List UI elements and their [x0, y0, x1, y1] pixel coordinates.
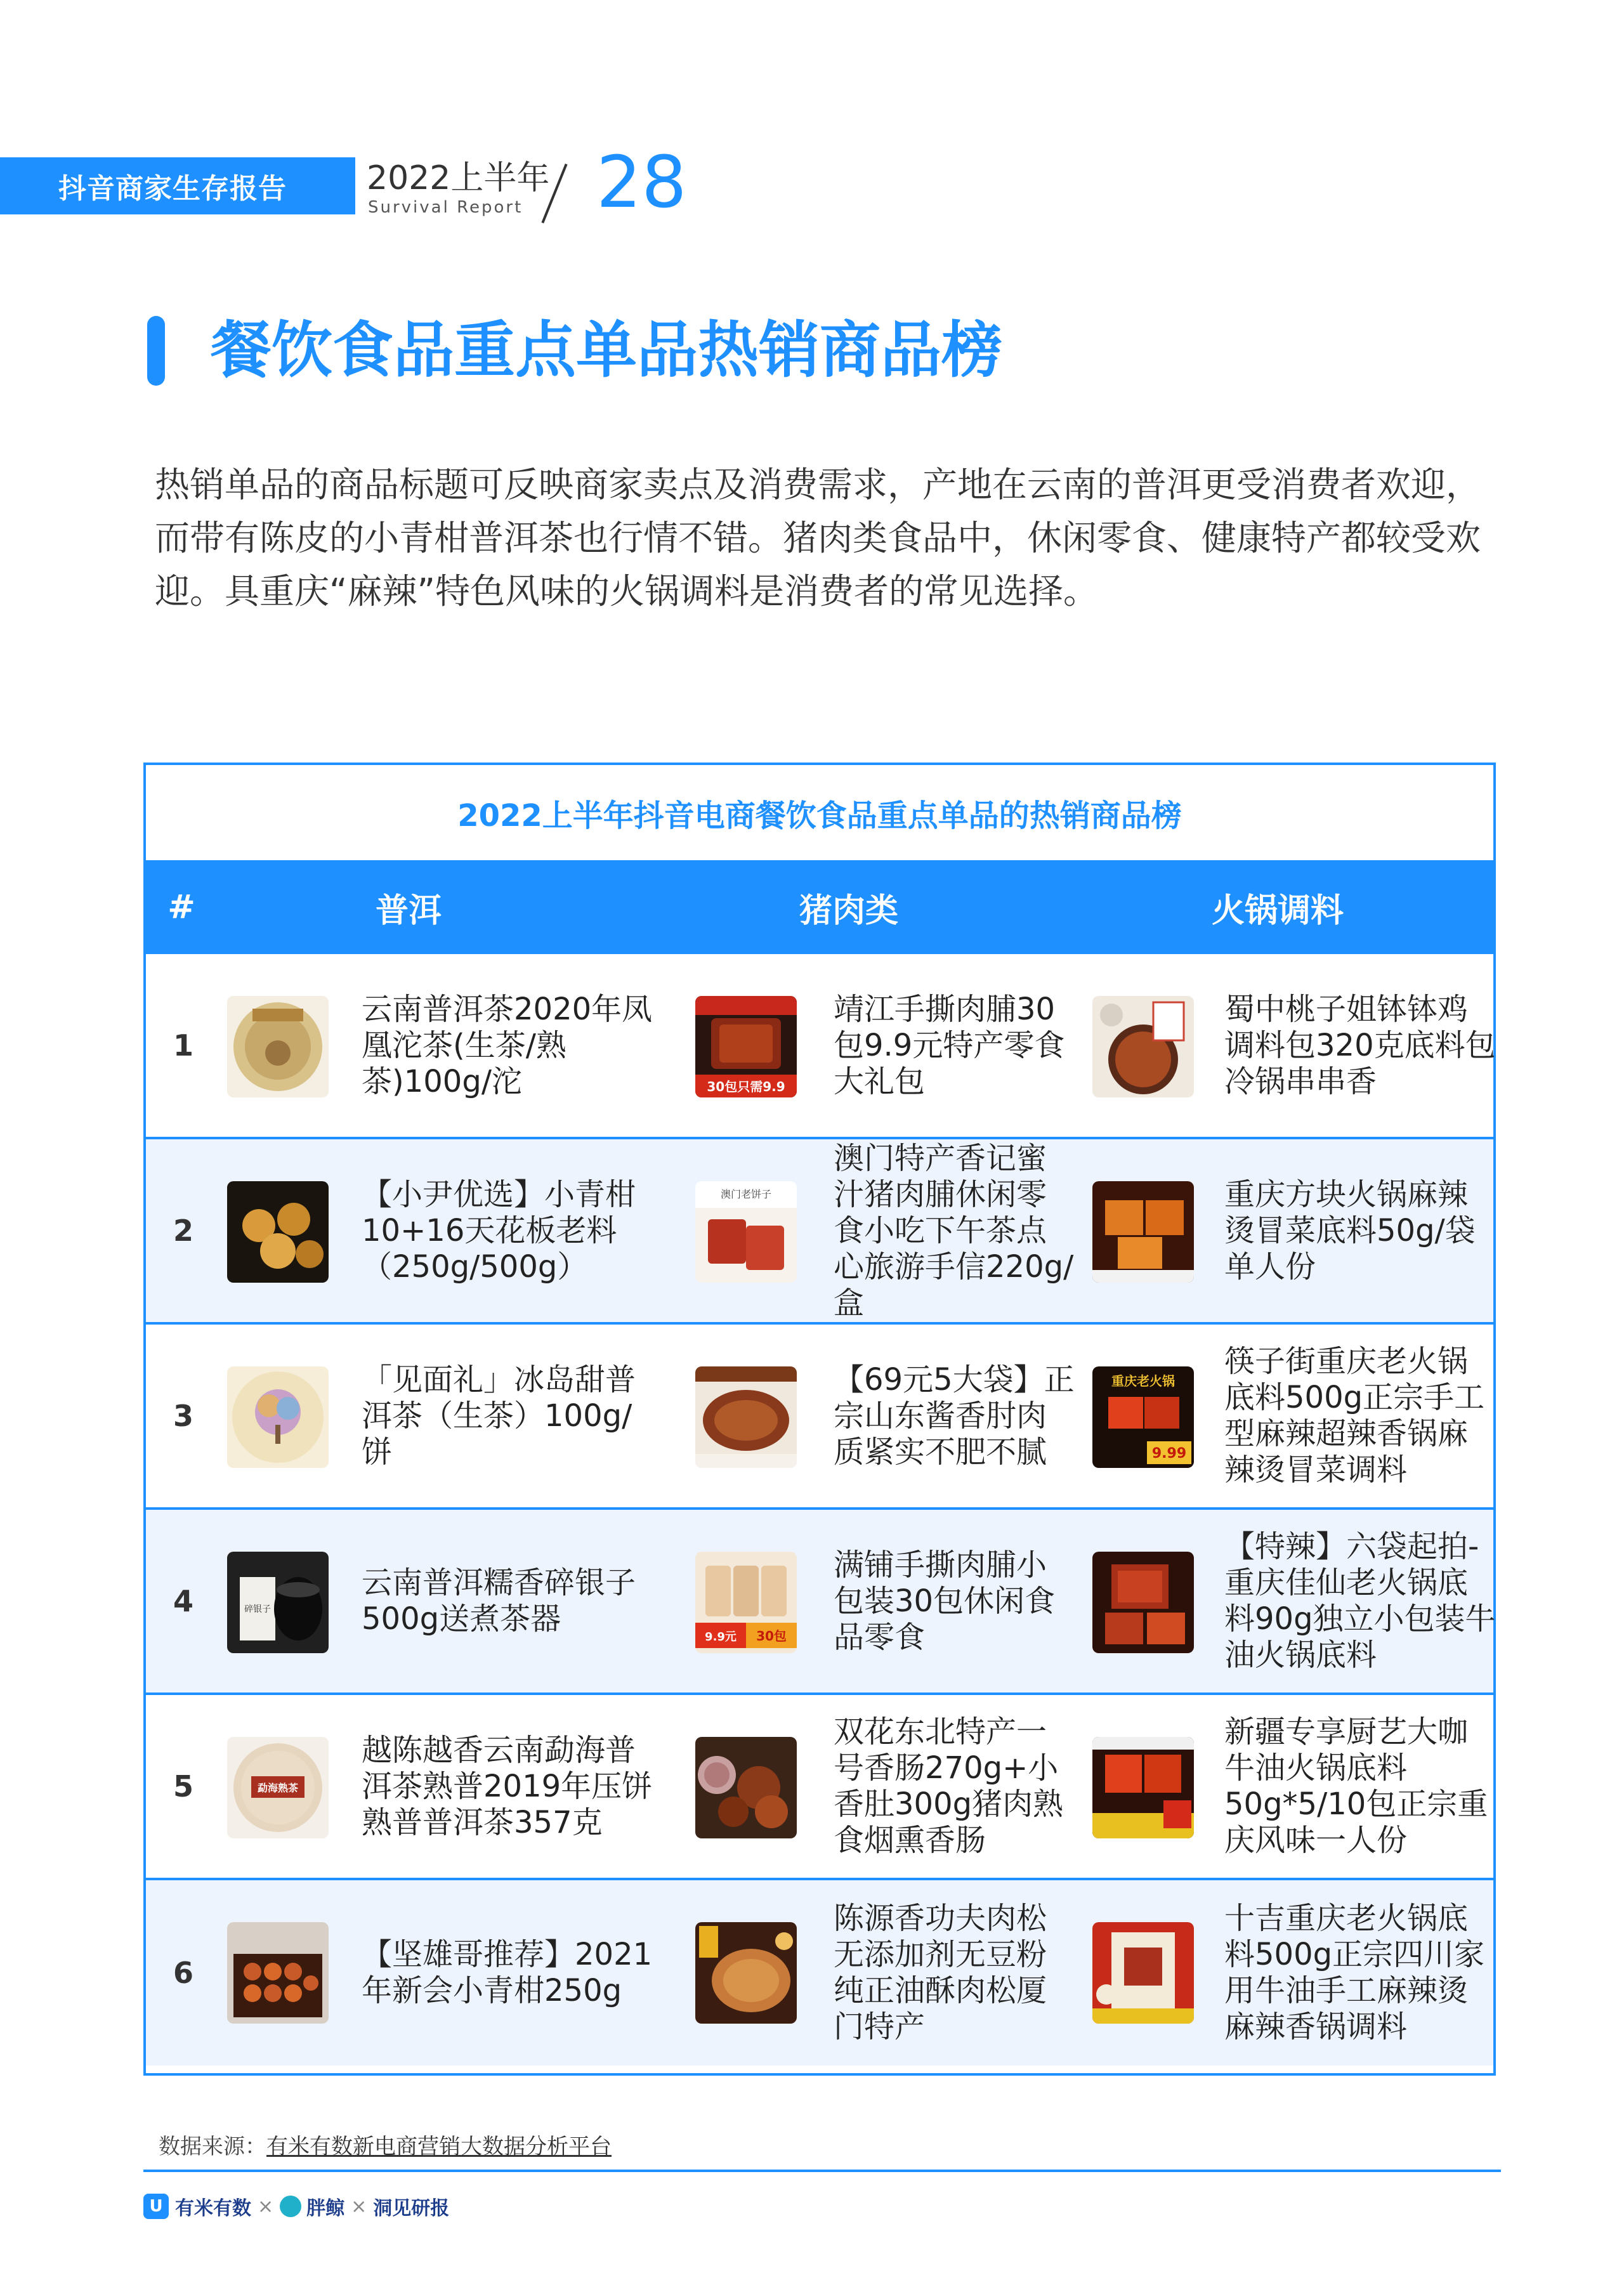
report-subtitle: Survival Report — [368, 198, 523, 217]
rank-number: 3 — [173, 1399, 193, 1433]
product-title: 「见面礼」冰岛甜普洱茶（生茶）100g/饼 — [362, 1361, 636, 1470]
thumb-label: 澳门老饼子 — [720, 1188, 772, 1200]
table-header — [146, 860, 1493, 954]
product-title: 十吉重庆老火锅底料500g正宗四川家用牛油手工麻辣烫麻辣香锅调料 — [1224, 1901, 1485, 2045]
thumb-label: 9.9元 — [705, 1630, 737, 1644]
logo-separator: × — [351, 2195, 367, 2218]
product-image[interactable] — [1092, 1737, 1194, 1838]
product-image[interactable] — [227, 1552, 329, 1653]
logo-separator: × — [258, 2195, 274, 2218]
table-row — [146, 954, 1496, 1139]
header-rank: # — [167, 888, 195, 926]
product-image[interactable] — [1092, 1366, 1194, 1468]
product-image[interactable] — [695, 1737, 797, 1838]
product-image[interactable] — [1092, 1552, 1194, 1653]
header-hotpot: 火锅调料 — [1212, 891, 1344, 930]
logo-pangjing: 胖鲸 — [306, 2197, 345, 2220]
product-title: 新疆专享厨艺大咖牛油火锅底料50g*5/10包正宗重庆风味一人份 — [1224, 1714, 1488, 1858]
header-puer: 普洱 — [376, 891, 442, 930]
product-title: 云南普洱糯香碎银子500g送煮茶器 — [362, 1565, 636, 1637]
product-image[interactable] — [227, 1181, 329, 1283]
product-image[interactable] — [695, 1552, 797, 1653]
table-row — [146, 1695, 1493, 1880]
product-image[interactable] — [1092, 1922, 1194, 2024]
report-tag: 抖音商家生存报告 — [0, 157, 355, 214]
page-title: 餐饮食品重点单品热销商品榜 — [211, 315, 1002, 386]
product-title: 陈源香功夫肉松无添加剂无豆粉纯正油酥肉松厦门特产 — [834, 1901, 1047, 2045]
table-row — [146, 1880, 1493, 2066]
product-title: 蜀中桃子姐钵钵鸡调料包320克底料包冷锅串串香 — [1224, 991, 1496, 1099]
table-row — [146, 1139, 1493, 1325]
product-title: 靖江手撕肉脯30包9.9元特产零食大礼包 — [834, 991, 1065, 1099]
product-image[interactable] — [227, 1737, 329, 1838]
product-image[interactable] — [695, 996, 797, 1097]
rank-number: 1 — [173, 1028, 193, 1063]
data-source — [159, 2129, 612, 2160]
footer-logos — [143, 2189, 449, 2224]
ranking-table — [143, 763, 1496, 2076]
product-image[interactable] — [227, 996, 329, 1097]
pangjing-logo-icon — [280, 2196, 301, 2217]
product-image[interactable] — [1092, 996, 1194, 1097]
product-title: 满铺手撕肉脯小包装30包休闲食品零食 — [834, 1547, 1056, 1655]
product-title: 云南普洱茶2020年凤凰沱茶(生茶/熟茶)100g/沱 — [362, 991, 653, 1099]
product-image[interactable] — [695, 1922, 797, 2024]
report-year: 2022上半年 — [367, 159, 550, 197]
intro-paragraph: 热销单品的商品标题可反映商家卖点及消费需求，产地在云南的普洱更受消费者欢迎，而带有陈皮的小青柑普洱茶也行情不错。猪肉类食品中，休闲零食、健康特产都较受欢迎。具重庆“麻辣”特色风味的火锅调料是消费者的常见选择。 — [155, 464, 1481, 612]
youmi-logo-icon: U — [143, 2194, 169, 2219]
thumb-label: 勐海熟茶 — [257, 1782, 299, 1794]
product-image[interactable] — [695, 1181, 797, 1283]
product-title: 【特辣】六袋起拍-重庆佳仙老火锅底料90g独立小包装牛油火锅底料 — [1224, 1529, 1496, 1673]
rank-number: 6 — [173, 1956, 193, 1990]
product-title: 澳门特产香记蜜汁猪肉脯休闲零食小吃下午茶点心旅游手信220g/盒 — [834, 1140, 1074, 1321]
footer-divider — [143, 2170, 1501, 2172]
thumb-label: 30包只需9.9 — [707, 1079, 785, 1094]
rank-number: 2 — [173, 1214, 193, 1248]
page-number: 28 — [596, 141, 687, 224]
rank-number: 5 — [173, 1769, 193, 1804]
table-row — [146, 1510, 1496, 1695]
thumb-label: 重庆老火锅 — [1111, 1373, 1175, 1389]
product-title: 越陈越香云南勐海普洱茶熟普2019年压饼熟普普洱茶357克 — [362, 1732, 653, 1840]
product-title: 重庆方块火锅麻辣烫冒菜底料50g/袋单人份 — [1224, 1176, 1476, 1285]
title-accent-bar — [147, 316, 165, 386]
logo-dongjian: 洞见研报 — [373, 2197, 450, 2220]
product-title: 筷子街重庆老火锅底料500g正宗手工型麻辣超辣香锅麻辣烫冒菜调料 — [1224, 1344, 1485, 1488]
thumb-label: 30包 — [756, 1628, 787, 1644]
product-title: 【坚雄哥推荐】2021年新会小青柑250g — [362, 1937, 653, 2008]
product-image[interactable] — [1092, 1181, 1194, 1283]
table-row — [146, 1325, 1493, 1510]
source-link[interactable]: 有米有数新电商营销大数据分析平台 — [266, 2134, 612, 2159]
table-title: 2022上半年抖音电商餐饮食品重点单品的热销商品榜 — [457, 797, 1182, 834]
product-title: 双花东北特产一号香肠270g+小香肚300g猪肉熟食烟熏香肠 — [834, 1714, 1064, 1858]
product-title: 【69元5大袋】正宗山东酱香肘肉质紧实不肥不腻 — [834, 1361, 1075, 1470]
thumb-label: 碎银子 — [244, 1604, 271, 1614]
product-title: 【小尹优选】小青柑10+16天花板老料（250g/500g） — [362, 1176, 636, 1285]
thumb-price: 9.99 — [1151, 1446, 1187, 1462]
product-image[interactable] — [227, 1922, 329, 2024]
product-image[interactable] — [227, 1366, 329, 1468]
header-pork: 猪肉类 — [799, 891, 899, 930]
logo-youmi: 有米有数 — [175, 2197, 251, 2220]
rank-number: 4 — [173, 1584, 193, 1618]
source-label: 数据来源： — [159, 2134, 266, 2159]
product-image[interactable] — [695, 1366, 797, 1468]
